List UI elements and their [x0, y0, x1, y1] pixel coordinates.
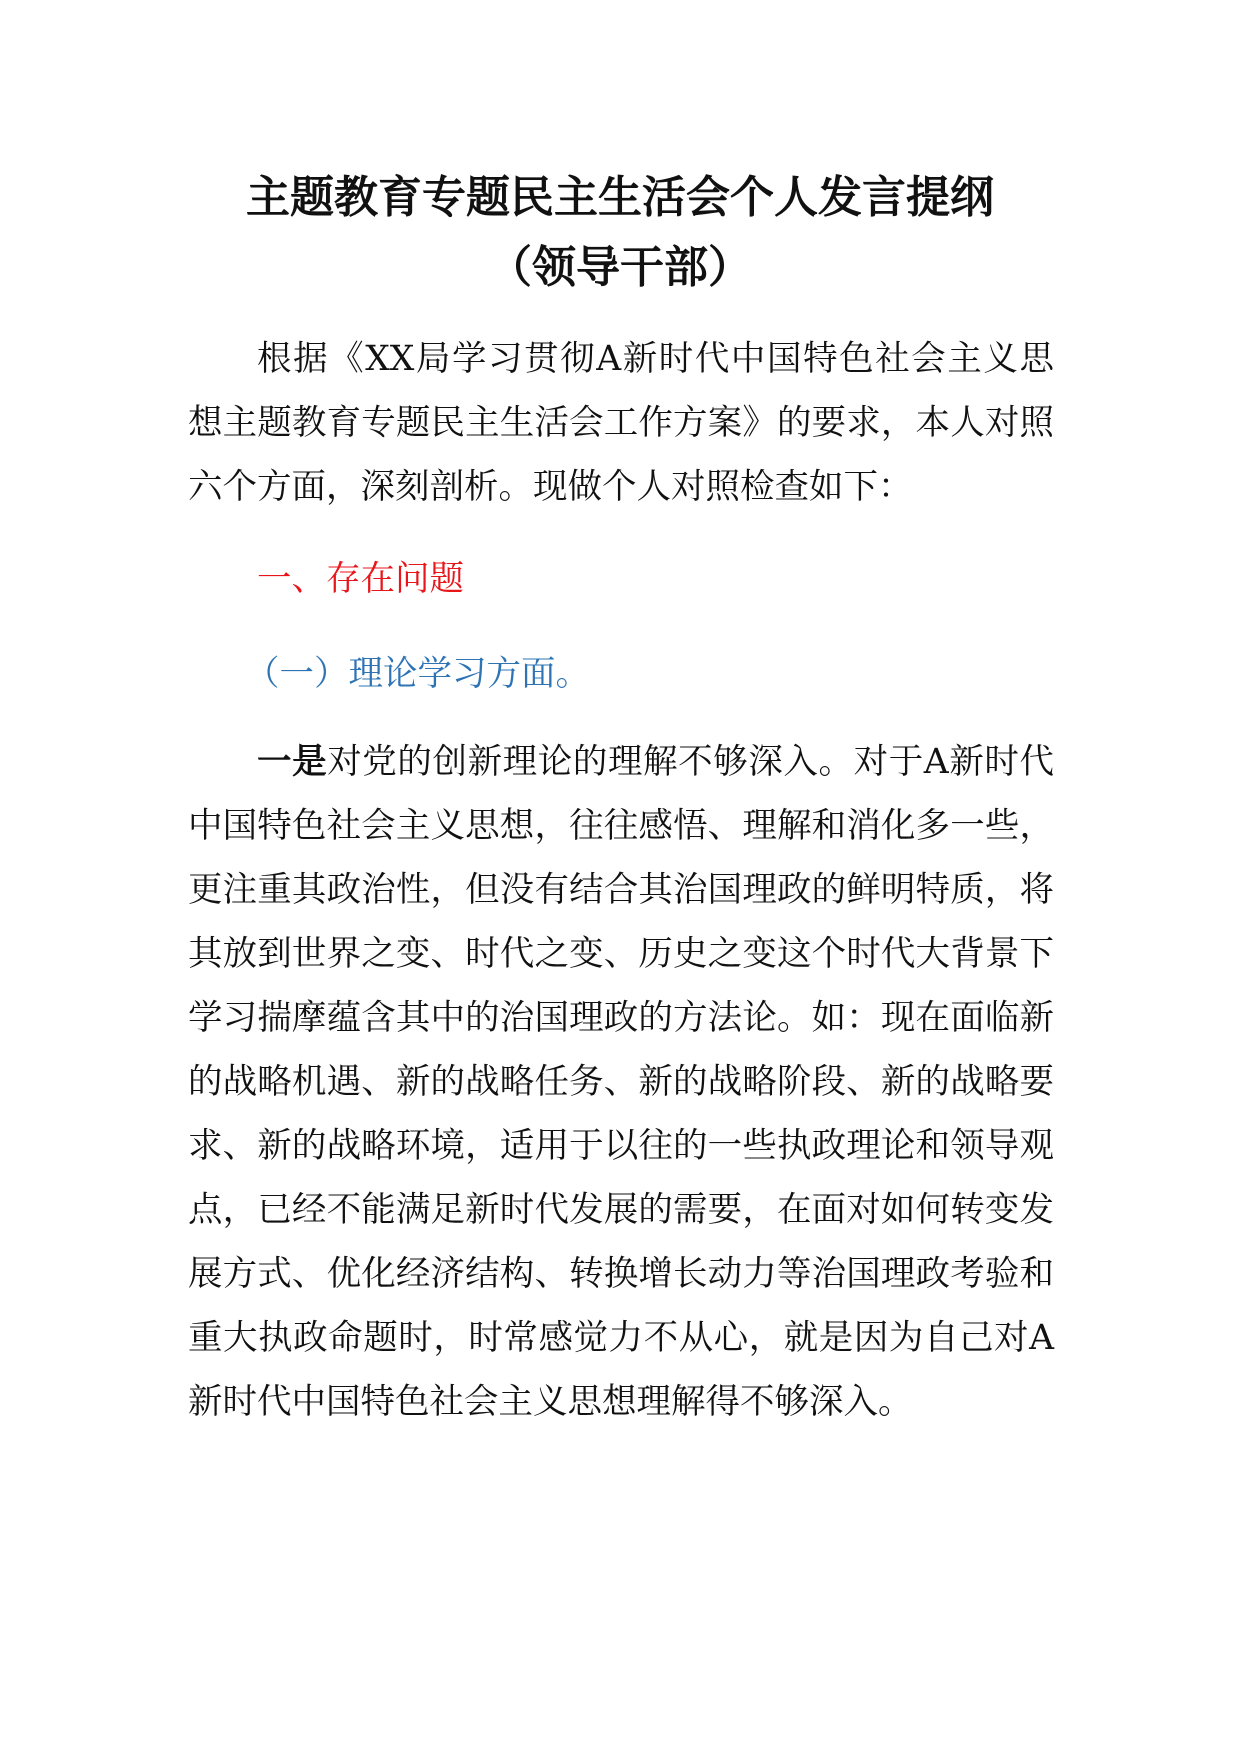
paragraph-lead-label: 一是	[257, 742, 328, 782]
subsection-heading-theory-study: （一）理论学习方面。	[245, 654, 590, 694]
body-paragraph-1	[188, 730, 1054, 1434]
document-subtitle: （领导干部）	[488, 242, 752, 293]
intro-paragraph: 根据《XX局学习贯彻A新时代中国特色社会主义思想主题教育专题民主生活会工作方案》的要求，本人对照六个方面，深刻剖析。现做个人对照检查如下：	[188, 339, 1054, 507]
paragraph-body-text: 对党的创新理论的理解不够深入。对于A新时代中国特色社会主义思想，往往感悟、理解和消化多一些，更注重其政治性，但没有结合其治国理政的鲜明特质，将其放到世界之变、时代之变、历史之变这个时代大背景下学习揣摩蕴含其中的治国理政的方法论。如：现在面临新的战略机遇、新的战略任务、新的战略阶段、新的战略要求、新的战略环境，适用于以往的一些执政理论和领导观点，已经不能满足新时代发展的需要，在面对如何转变发展方式、优化经济结构、转换增长动力等治国理政考验和重大执政命题时，时常感觉力不从心，就是因为自己对A新时代中国特色社会主义思想理解得不够深入。	[188, 742, 1055, 1422]
document-title: 主题教育专题民主生活会个人发言提纲	[246, 172, 994, 223]
section-heading-problems: 一、存在问题	[257, 559, 464, 599]
